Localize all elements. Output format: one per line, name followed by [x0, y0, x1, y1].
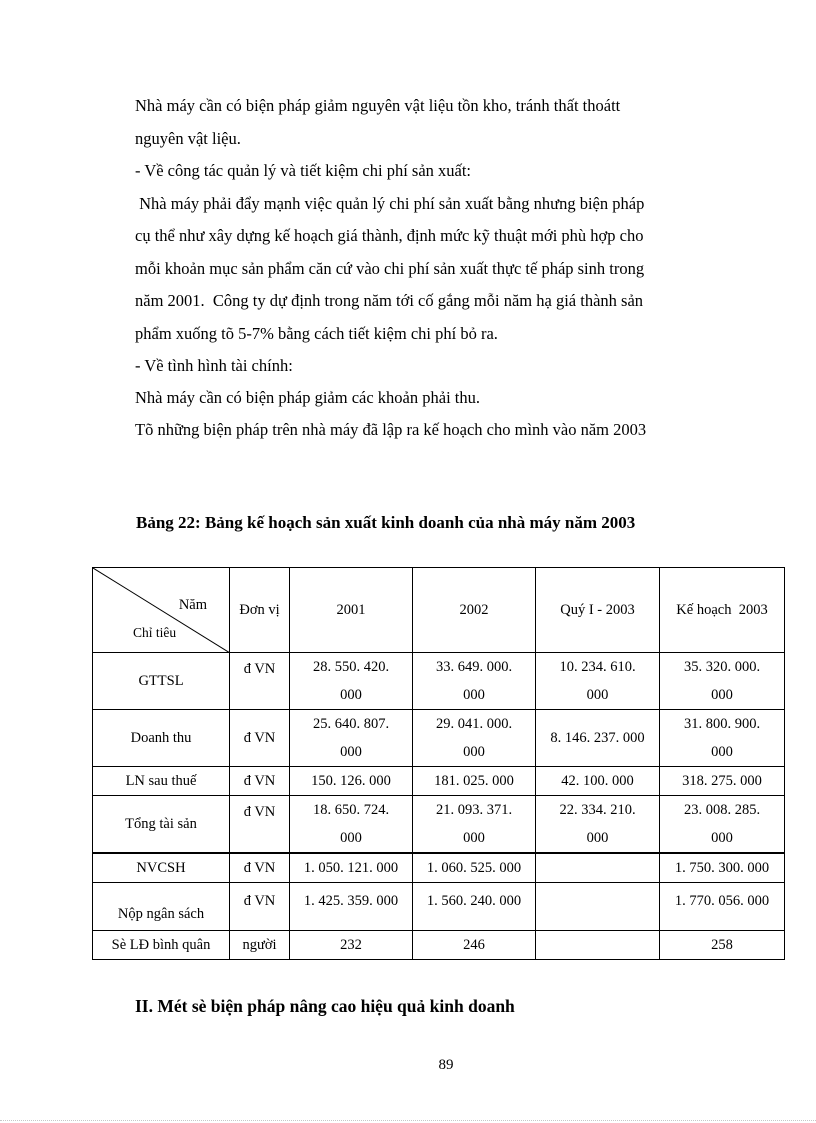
unit-header: Đơn vị: [230, 568, 290, 653]
row-label: Doanh thu: [93, 710, 230, 767]
column-header: Quý I - 2003: [536, 568, 660, 653]
unit-cell: đ VN: [230, 767, 290, 796]
table-row: [93, 883, 785, 931]
unit-cell: đ VN: [230, 883, 290, 931]
paragraph-line: mỗi khoản mục sản phẩm căn cứ vào chi phí sản xuất thực tế pháp sinh trong: [135, 259, 645, 278]
table-caption: Bảng 22: Bảng kế hoạch sản xuất kinh doanh của nhà máy năm 2003: [136, 513, 636, 532]
row-label: GTTSL: [93, 653, 230, 710]
value-cell: 31. 800. 900. 000: [660, 710, 785, 767]
value-cell: 232: [290, 931, 413, 960]
column-header: 2001: [290, 568, 413, 653]
value-cell: 22. 334. 210. 000: [536, 796, 660, 854]
unit-cell: người: [230, 931, 290, 960]
unit-cell: đ VN: [230, 653, 290, 710]
corner-criteria-label: Chỉ tiêu: [133, 625, 177, 640]
row-label: LN sau thuế: [93, 767, 230, 796]
value-cell: 246: [413, 931, 536, 960]
value-cell: 8. 146. 237. 000: [536, 710, 660, 767]
value-cell: 10. 234. 610. 000: [536, 653, 660, 710]
value-cell: 1. 750. 300. 000: [660, 853, 785, 883]
column-header: 2002: [413, 568, 536, 653]
value-cell: 1. 050. 121. 000: [290, 853, 413, 883]
value-cell: 42. 100. 000: [536, 767, 660, 796]
row-label: Sè LĐ bình quân: [93, 931, 230, 960]
table-row: [93, 710, 785, 767]
paragraph-line: Nhà máy cần có biện pháp giảm nguyên vật liệu tồn kho, tránh thất thoátt: [135, 96, 621, 115]
table-row: [93, 931, 785, 960]
paragraph-line: cụ thể như xây dựng kế hoạch giá thành, định mức kỹ thuật mới phù hợp cho: [135, 226, 644, 245]
value-cell: 1. 770. 056. 000: [660, 883, 785, 931]
row-label: Tổng tài sản: [93, 796, 230, 854]
paragraph-line: Tõ những biện pháp trên nhà máy đã lập ra kế hoạch cho mình vào năm 2003: [135, 420, 647, 439]
page-number: 89: [438, 1057, 454, 1073]
value-cell: 150. 126. 000: [290, 767, 413, 796]
value-cell: 23. 008. 285. 000: [660, 796, 785, 854]
table-row: [93, 767, 785, 796]
paragraph-line: - Về công tác quản lý và tiết kiệm chi phí sản xuất:: [135, 161, 472, 180]
value-cell: 25. 640. 807. 000: [290, 710, 413, 767]
value-cell: [536, 853, 660, 883]
paragraph-line: phẩm xuống tõ 5-7% bằng cách tiết kiệm chi phí bỏ ra.: [135, 324, 498, 343]
row-label: Nộp ngân sách: [93, 883, 230, 931]
table-header-row: [93, 568, 785, 653]
row-label: NVCSH: [93, 853, 230, 883]
paragraph-line: nguyên vật liệu.: [135, 129, 241, 148]
value-cell: 21. 093. 371. 000: [413, 796, 536, 854]
value-cell: 33. 649. 000. 000: [413, 653, 536, 710]
unit-cell: đ VN: [230, 796, 290, 854]
corner-header-cell: [93, 568, 230, 653]
paragraph-line: Nhà máy cần có biện pháp giảm các khoản phải thu.: [135, 388, 481, 407]
table-row: [93, 853, 785, 883]
value-cell: 1. 425. 359. 000: [290, 883, 413, 931]
business-plan-table: [92, 567, 785, 960]
paragraph-line: - Về tình hình tài chính:: [135, 356, 293, 375]
column-header: Kế hoạch 2003: [660, 568, 785, 653]
value-cell: 18. 650. 724. 000: [290, 796, 413, 854]
unit-cell: đ VN: [230, 710, 290, 767]
value-cell: 29. 041. 000. 000: [413, 710, 536, 767]
value-cell: 1. 060. 525. 000: [413, 853, 536, 883]
table-row: [93, 653, 785, 710]
value-cell: [536, 931, 660, 960]
value-cell: 181. 025. 000: [413, 767, 536, 796]
value-cell: 35. 320. 000. 000: [660, 653, 785, 710]
value-cell: [536, 883, 660, 931]
table-row: [93, 796, 785, 854]
value-cell: 28. 550. 420. 000: [290, 653, 413, 710]
page-bottom-rule: [0, 1120, 816, 1121]
value-cell: 1. 560. 240. 000: [413, 883, 536, 931]
value-cell: 318. 275. 000: [660, 767, 785, 796]
value-cell: 258: [660, 931, 785, 960]
corner-year-label: Năm: [178, 597, 207, 613]
paragraph-line: năm 2001. Công ty dự định trong năm tới cố gắng mỗi năm hạ giá thành sản: [135, 291, 644, 310]
paragraph-line: Nhà máy phải đẩy mạnh việc quản lý chi phí sản xuất bằng nhưng biện pháp: [135, 194, 645, 213]
section-heading: II. Mét sè biện pháp nâng cao hiệu quả kinh doanh: [135, 996, 515, 1016]
unit-cell: đ VN: [230, 853, 290, 883]
